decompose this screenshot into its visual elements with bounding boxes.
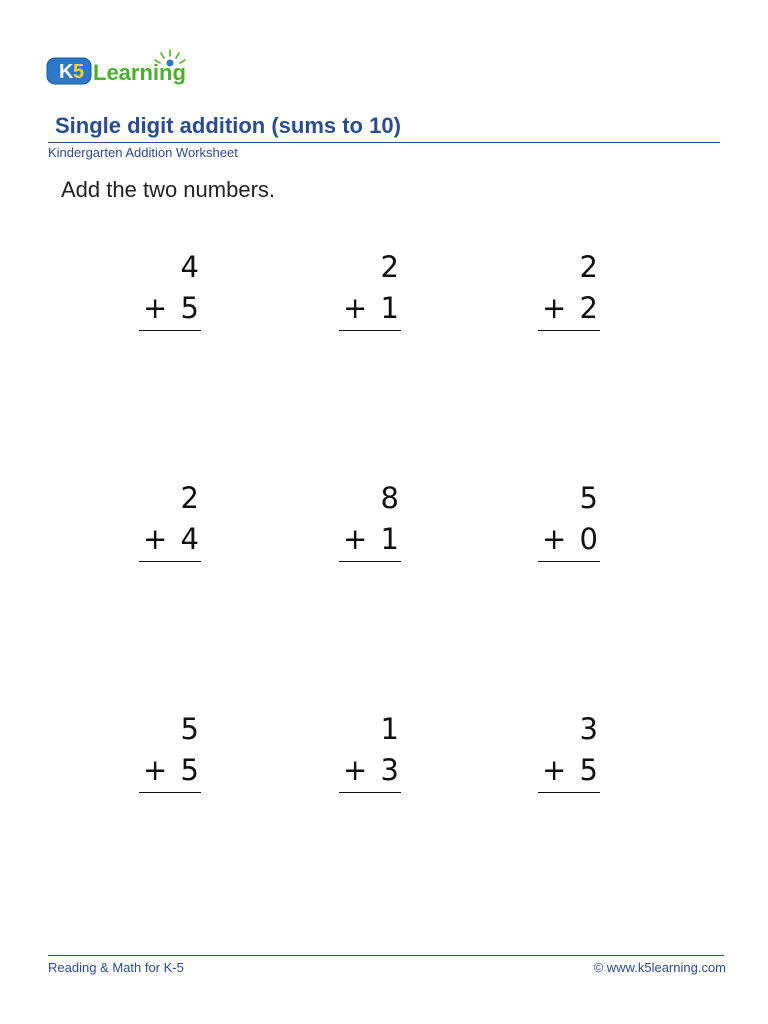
plus-sign: + [143,291,168,325]
addition-problem-4 [139,482,201,572]
addition-problem-2 [339,251,401,341]
top-number: 1 [380,712,399,746]
bottom-number: 5 [180,291,199,325]
plus-sign: + [143,522,168,556]
page-subtitle: Kindergarten Addition Worksheet [48,145,238,160]
bottom-number: 3 [380,753,399,787]
plus-sign: + [143,753,168,787]
answer-line [538,561,600,562]
bottom-number: 1 [380,522,399,556]
plus-sign: + [542,753,567,787]
bottom-number: 0 [579,522,598,556]
addition-problem-5 [339,482,401,572]
top-number: 5 [180,712,199,746]
bottom-number: 5 [579,753,598,787]
footer-tagline: Reading & Math for K-5 [48,960,184,975]
top-number: 5 [579,481,598,515]
plus-sign: + [542,291,567,325]
answer-line [339,792,401,793]
footer-divider [48,955,724,956]
top-number: 2 [380,250,399,284]
addition-problem-3 [538,251,600,341]
header-divider [48,142,720,143]
page-title: Single digit addition (sums to 10) [55,113,401,138]
answer-line [139,330,201,331]
addition-problem-9 [538,713,600,803]
plus-sign: + [542,522,567,556]
plus-sign: + [343,291,368,325]
answer-line [339,561,401,562]
plus-sign: + [343,522,368,556]
instructions: Add the two numbers. [61,177,276,202]
addition-problem-1 [139,251,201,341]
top-number: 8 [380,481,399,515]
answer-line [139,561,201,562]
top-number: 2 [180,481,199,515]
bottom-number: 5 [180,753,199,787]
top-number: 4 [180,250,199,284]
answer-line [538,330,600,331]
logo-5: 5 [73,61,85,83]
addition-problem-7 [139,713,201,803]
k5-learning-logo [45,44,205,90]
bottom-number: 1 [380,291,399,325]
footer-website-link[interactable]: © www.k5learning.com [593,960,726,975]
logo-k: K [59,61,74,83]
top-number: 2 [579,250,598,284]
addition-problem-8 [339,713,401,803]
logo-word: Learning [93,60,186,85]
answer-line [339,330,401,331]
bottom-number: 2 [579,291,598,325]
answer-line [139,792,201,793]
answer-line [538,792,600,793]
plus-sign: + [343,753,368,787]
addition-problem-6 [538,482,600,572]
bottom-number: 4 [180,522,199,556]
top-number: 3 [579,712,598,746]
